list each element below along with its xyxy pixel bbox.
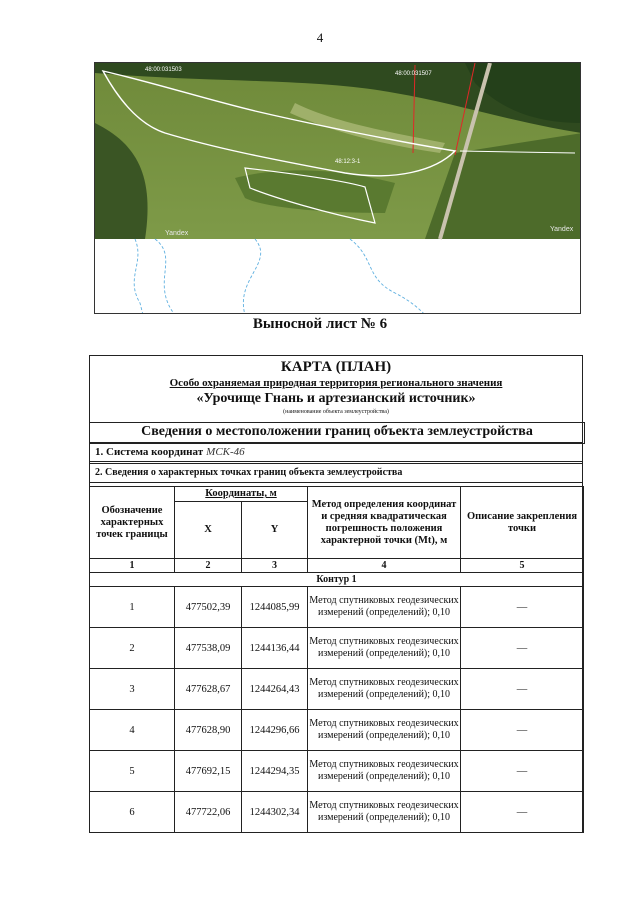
cell-desc: — <box>461 628 584 669</box>
col-number: 3 <box>242 559 308 573</box>
object-name: «Урочище Гнань и артезианский источник» <box>196 391 476 406</box>
plan-form <box>89 355 583 833</box>
points-section-title: 2. Сведения о характерных точках границ объекта землеустройства <box>89 463 583 483</box>
cell-y: 1244294,35 <box>242 751 308 792</box>
cadastral-label-3: 48:12:3-1 <box>335 159 361 165</box>
points-table <box>89 486 584 833</box>
table-row <box>90 710 584 751</box>
cell-x: 477692,15 <box>175 751 242 792</box>
cell-point: 3 <box>90 669 175 710</box>
table-row <box>90 587 584 628</box>
cell-y: 1244136,44 <box>242 628 308 669</box>
col-coords-header: Координаты, м <box>175 487 308 502</box>
coord-system-row <box>89 442 583 462</box>
cell-y: 1244296,66 <box>242 710 308 751</box>
cell-method: Метод спутниковых геодезических измерений (определений); 0,10 <box>308 628 461 669</box>
table-row <box>90 792 584 833</box>
cell-x: 477502,39 <box>175 587 242 628</box>
cell-method: Метод спутниковых геодезических измерений (определений); 0,10 <box>308 792 461 833</box>
yandex-watermark-right: Yandex <box>550 226 574 233</box>
cell-point: 5 <box>90 751 175 792</box>
cell-y: 1244302,34 <box>242 792 308 833</box>
map-image <box>94 62 581 314</box>
col-number: 4 <box>308 559 461 573</box>
table-row <box>90 751 584 792</box>
table-row <box>90 669 584 710</box>
col-number: 5 <box>461 559 584 573</box>
coord-system-label: 1. Система координат <box>95 446 204 458</box>
col-y-header: Y <box>242 502 308 559</box>
col-number: 2 <box>175 559 242 573</box>
cell-desc: — <box>461 587 584 628</box>
cell-method: Метод спутниковых геодезических измерений (определений); 0,10 <box>308 751 461 792</box>
cell-point: 2 <box>90 628 175 669</box>
cell-method: Метод спутниковых геодезических измерений (определений); 0,10 <box>308 587 461 628</box>
section-title: Сведения о местоположении границ объекта землеустройства <box>89 422 585 444</box>
col-x-header: X <box>175 502 242 559</box>
contour-label: Контур 1 <box>90 573 584 587</box>
table-row <box>90 628 584 669</box>
col-point-header: Обозначение характерных точек границы <box>90 487 175 559</box>
cell-desc: — <box>461 669 584 710</box>
cell-y: 1244264,43 <box>242 669 308 710</box>
col-desc-header: Описание закрепления точки <box>461 487 584 559</box>
cell-x: 477722,06 <box>175 792 242 833</box>
yandex-watermark-left: Yandex <box>165 230 189 237</box>
col-method-header: Метод определения координат и средняя квадратическая погрешность положения характерной точки (Мt), м <box>308 487 461 559</box>
cell-method: Метод спутниковых геодезических измерений (определений); 0,10 <box>308 669 461 710</box>
cell-y: 1244085,99 <box>242 587 308 628</box>
cadastral-label-1: 48:00:031503 <box>145 67 182 73</box>
cell-x: 477628,67 <box>175 669 242 710</box>
col-number: 1 <box>90 559 175 573</box>
cell-point: 6 <box>90 792 175 833</box>
cell-point: 4 <box>90 710 175 751</box>
coord-system-value: МСК-46 <box>206 446 245 458</box>
cadastral-label-2: 48:00:031507 <box>395 71 432 77</box>
cell-method: Метод спутниковых геодезических измерений (определений); 0,10 <box>308 710 461 751</box>
cell-desc: — <box>461 751 584 792</box>
plan-subtitle: Особо охраняемая природная территория регионального значения <box>169 377 503 389</box>
plan-title: КАРТА (ПЛАН) <box>280 359 392 375</box>
page-number: 4 <box>316 30 324 45</box>
cell-desc: — <box>461 710 584 751</box>
satellite-map <box>95 63 581 314</box>
cell-desc: — <box>461 792 584 833</box>
object-caption: (наименование объекта землеустройства) <box>283 409 389 415</box>
sheet-title: Выносной лист № 6 <box>252 316 388 332</box>
cell-point: 1 <box>90 587 175 628</box>
cell-x: 477538,09 <box>175 628 242 669</box>
cell-x: 477628,90 <box>175 710 242 751</box>
